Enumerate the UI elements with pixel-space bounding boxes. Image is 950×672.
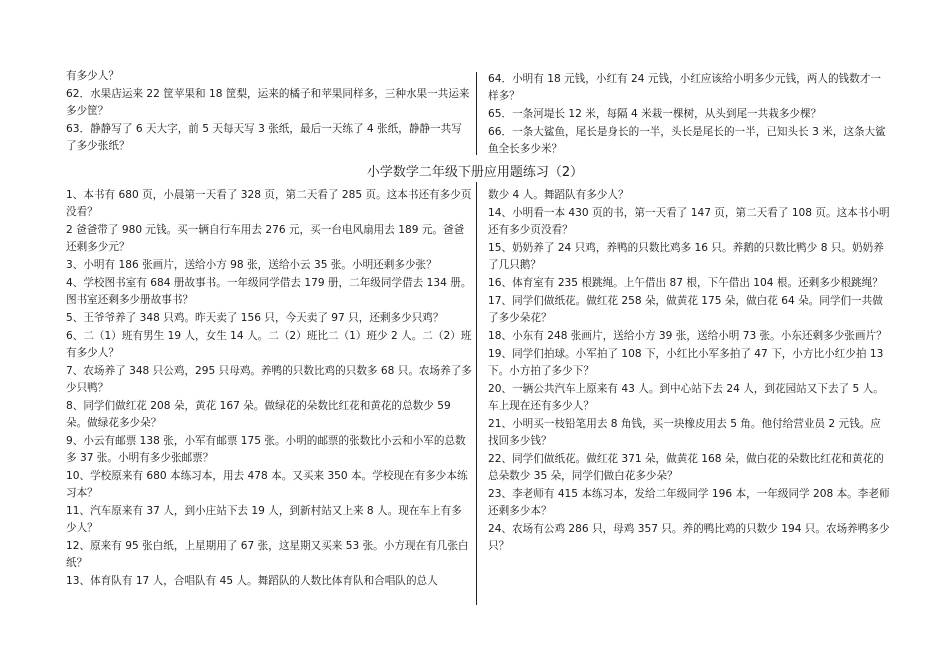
problem-text: 13、体育队有 17 人，合唱队有 45 人。舞蹈队的人数比体育队和合唱队的总人: [66, 575, 438, 587]
problem-text: 10、学校原来有 680 本练习本，用去 478 本。又买来 350 本。学校现在有多少本练习本？: [66, 470, 468, 499]
problem-text: 2 爸爸带了 980 元钱。买一辆自行车用去 276 元，买一台电风扇用去 189 元。爸爸还剩多少元？: [66, 224, 465, 253]
problem-text: 65．一条河堤长 12 米，每隔 4 米栽一棵树，从头到尾一共栽多少棵？: [488, 108, 822, 120]
top-right-column: [488, 71, 890, 159]
problem-text: 12、原来有 95 张白纸，上星期用了 67 张，这星期又买来 53 张。小方现在有几张白纸？: [66, 540, 469, 569]
problem-text: 20、一辆公共汽车上原来有 43 人。到中心站下去 24 人，到花园站又下去了 5 人。车上现在还有多少人？: [488, 383, 884, 412]
problem-text: 18、小东有 248 张画片，送给小方 39 张，送给小明 73 张。小东还剩多少张画片？: [488, 330, 887, 342]
problem-text: 16、体育室有 235 根跳绳。上午借出 87 根，下午借出 104 根。还剩多少根跳绳？: [488, 277, 883, 289]
column-divider: [476, 182, 477, 605]
problem-text: 7、农场养了 348 只公鸡，295 只母鸡。养鸭的只数比鸡的只数多 68 只。农场养了多少只鸭？: [66, 365, 472, 394]
problem-text: 3、小明有 186 张画片，送给小方 98 张，送给小云 35 张。小明还剩多少张？: [66, 259, 437, 271]
problem-text: 15、奶奶养了 24 只鸡，养鸭的只数比鸡多 16 只。养鹅的只数比鸭少 8 只。奶奶养了几只鹅？: [488, 242, 884, 271]
problem-text: 11、汽车原来有 37 人，到小庄站下去 19 人，到新村站又上来 8 人。现在车上有多少人？: [66, 505, 462, 534]
bottom-left-column: [66, 187, 472, 591]
problem-text: 9、小云有邮票 138 张，小军有邮票 175 张。小明的邮票的张数比小云和小军的总数多 37 张。小明有多少张邮票？: [66, 435, 466, 464]
section-title: 小学数学二年级下册应用题练习（2）: [366, 165, 584, 180]
problem-text: 有多少人？: [66, 70, 119, 82]
problem-text: 19、同学们拍球。小军拍了 108 下，小红比小军多拍了 47 下，小方比小红少拍 13 下。小方拍了多少下？: [488, 348, 884, 377]
top-left-column: [66, 68, 472, 156]
problem-text: 64．小明有 18 元钱，小红有 24 元钱，小红应该给小明多少元钱，两人的钱数才一样多？: [488, 73, 881, 102]
problem-text: 21、小明买一枝铅笔用去 8 角钱，买一块橡皮用去 5 角。他付给营业员 2 元钱。应找回多少钱？: [488, 418, 881, 447]
problem-text: 63．静静写了 6 天大字，前 5 天每天写 3 张纸，最后一天练了 4 张纸，静静一共写了多少张纸？: [66, 123, 462, 152]
problem-text: 14、小明看一本 430 页的书，第一天看了 147 页，第二天看了 108 页。这本书小明还有多少页没看？: [488, 207, 890, 236]
column-divider: [476, 72, 477, 155]
problem-text: 24、农场有公鸡 286 只，母鸡 357 只。养的鸭比鸡的只数少 194 只。农场养鸭多少只？: [488, 523, 890, 552]
problem-text: 1、本书有 680 页，小晨第一天看了 328 页，第二天看了 285 页。这本书还有多少页没看？: [66, 189, 472, 218]
problem-text: 17、同学们做纸花。做红花 258 朵，做黄花 175 朵，做白花 64 朵。同学们一共做了多少朵花？: [488, 295, 883, 324]
problem-text: 4、学校图书室有 684 册故事书。一年级同学借去 179 册，二年级同学借去 134 册。图书室还剩多少册故事书？: [66, 277, 472, 306]
problem-text: 数少 4 人。舞蹈队有多少人？: [488, 189, 629, 201]
problem-text: 62．水果店运来 22 筐苹果和 18 筐梨，运来的橘子和苹果同样多，三种水果一共运来多少筐？: [66, 88, 470, 117]
problem-text: 23、李老师有 415 本练习本，发给二年级同学 196 本，一年级同学 208 本。李老师还剩多少本？: [488, 488, 890, 517]
problem-text: 5、王爷爷养了 348 只鸡。昨天卖了 156 只，今天卖了 97 只，还剩多少只鸡？: [66, 312, 444, 324]
problem-text: 8、同学们做红花 208 朵，黄花 167 朵。做绿花的朵数比红花和黄花的总数少 59 朵。做绿花多少朵？: [66, 400, 451, 429]
problem-text: 22、同学们做纸花。做红花 371 朵，做黄花 168 朵，做白花的朵数比红花和黄花的总朵数少 35 朵，同学们做白花多少朵？: [488, 453, 884, 482]
problem-text: 66．一条大鲨鱼，尾长是身长的一半，头长是尾长的一半，已知头长 3 米，这条大鲨鱼全长多少米？: [488, 126, 886, 155]
problem-text: 6、二（1）班有男生 19 人，女生 14 人。二（2）班比二（1）班少 2 人。二（2）班有多少人？: [66, 330, 472, 359]
bottom-right-column: [488, 187, 890, 556]
